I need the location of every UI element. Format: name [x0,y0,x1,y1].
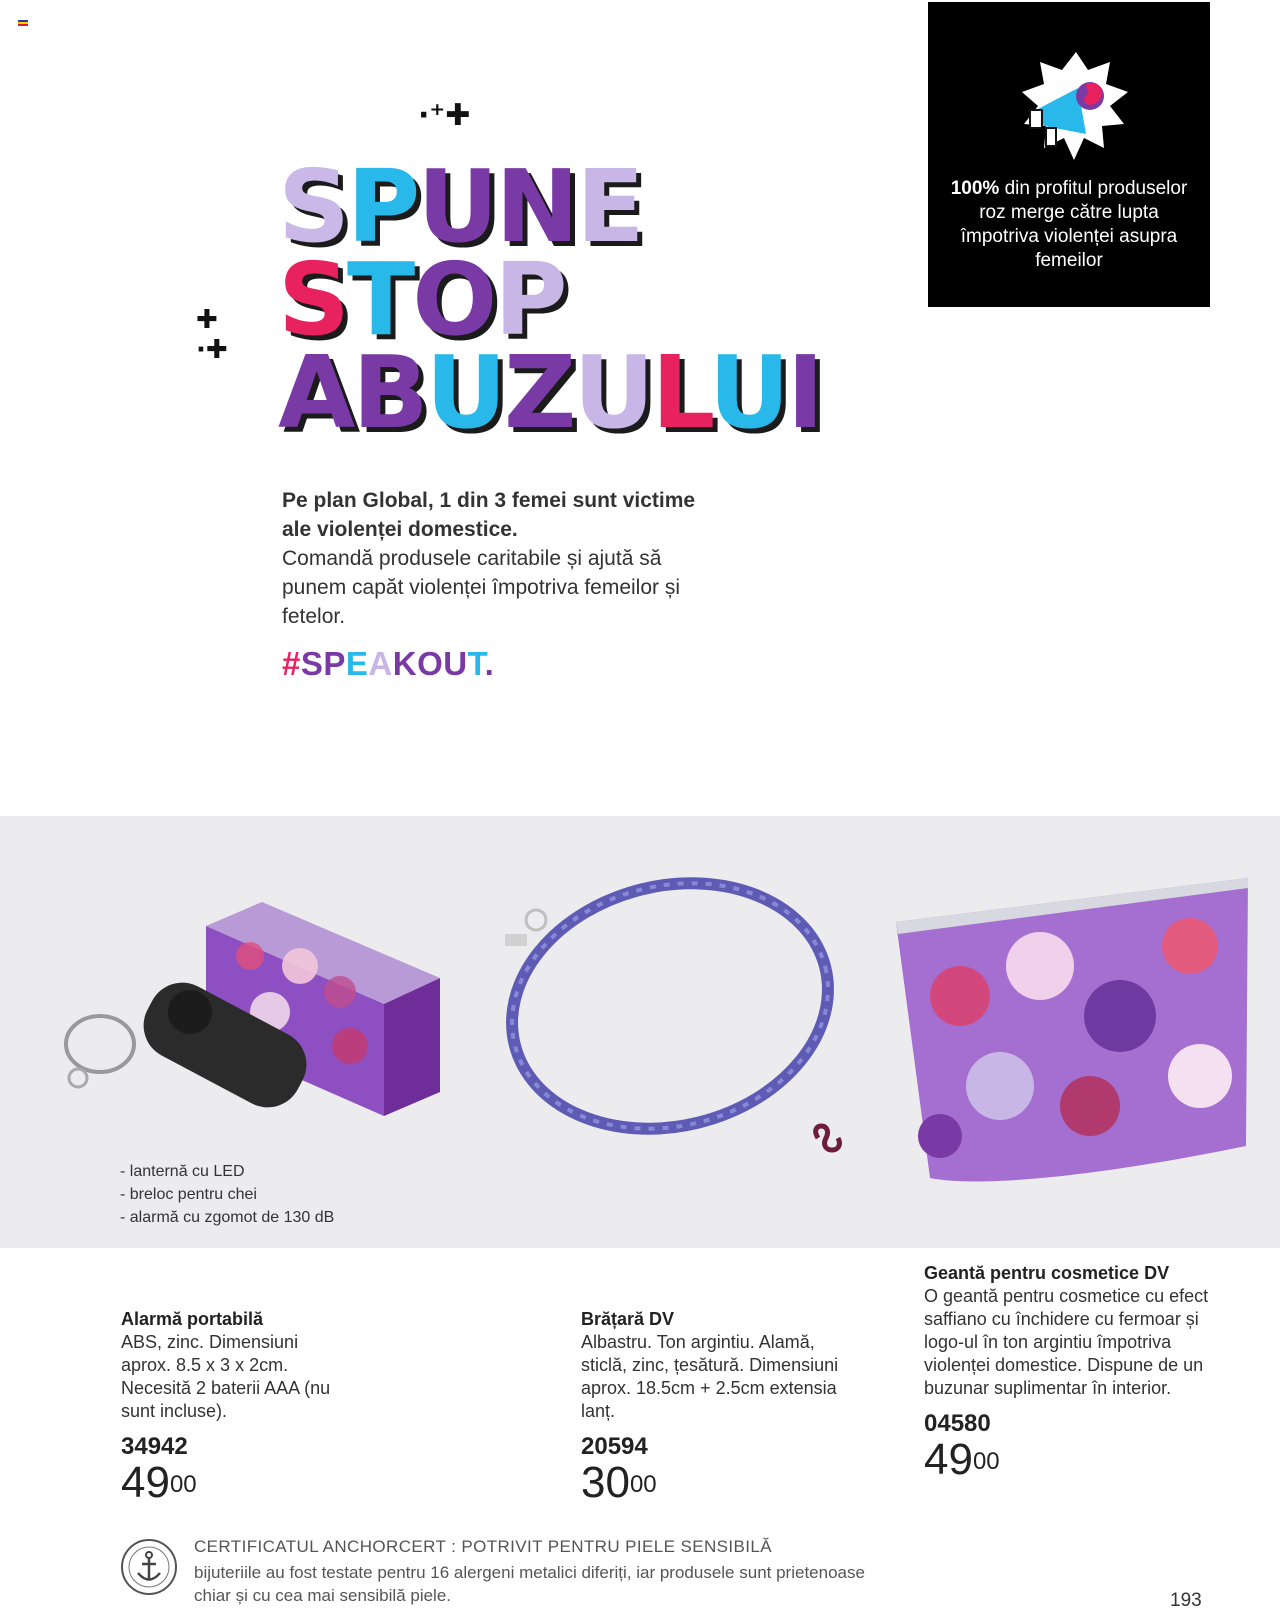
product-price: $30^{00}$ [581,1458,657,1507]
hero-line-2: STOP [278,241,565,358]
charity-text: 100% din profitul produselor roz merge către lupta împotriva violenței asupra femeilor [950,178,1188,271]
bracelet-image [486,851,855,1161]
product-alarm [121,1308,351,1506]
product-code: 04580 [924,1410,991,1437]
intro-body: Comandă produsele caritabile și ajută să punem capăt violenței împotriva femeilor și fetelor. [282,547,681,628]
hero-title [278,148,822,451]
page-number: 193 [1170,1590,1202,1611]
certificate-title: CERTIFICATUL ANCHORCERT : POTRIVIT PENTRU PIELE SENSIBILĂ [194,1537,772,1556]
product-name: Geantă pentru cosmetice DV [924,1263,1170,1283]
sparkle-icon: ✚ ·✚ [196,305,228,365]
hero-line-1: SPUNE [278,148,642,265]
feature-item: - breloc pentru chei [120,1186,257,1203]
feature-item: - alarmă cu zgomot de 130 dB [120,1209,335,1226]
hashtag: #SPEAKOUT. [282,645,495,682]
product-name: Alarmă portabilă [121,1309,264,1329]
anchorcert-anchor-icon [120,1538,178,1596]
hero-line-3: ABUZULUI [278,334,822,451]
feature-item: - lanternă cu LED [120,1163,245,1180]
charity-box [928,2,1210,307]
certificate-text: bijuteriile au fost testate pentru 16 alergeni metalici diferiți, iar produsele sunt prietenoase chiar și cu cea mai sensibilă piele. [194,1563,865,1605]
product-name: Brățară DV [581,1309,675,1329]
product-cosmetic-bag [924,1262,1224,1483]
product-price: $49^{00}$ [121,1458,197,1507]
language-flag-icon [18,20,28,26]
product-code: 20594 [581,1433,648,1460]
megaphone-icon [1016,48,1136,168]
product-description: O geantă pentru cosmetice cu efect saffiano cu închidere cu fermoar și logo-ul în ton argintiu împotriva violenței domestice. Dispune de un buzunar suplimentar în interior. [924,1286,1209,1398]
product-bracelet [581,1308,851,1506]
cosmetic-bag-image [896,878,1248,1181]
product-code: 34942 [121,1433,188,1460]
sparkle-icon: ·⁺✚ [418,98,471,133]
alarm-features-list [120,1160,334,1229]
intro-bold: Pe plan Global, 1 din 3 femei sunt victime ale violenței domestice. [282,489,696,541]
product-description: ABS, zinc. Dimensiuni aprox. 8.5 x 3 x 2cm. Necesită 2 baterii AAA (nu sunt incluse). [121,1332,331,1421]
intro-text [282,486,702,631]
product-description: Albastru. Ton argintiu. Alamă, sticlă, zinc, țesătură. Dimensiuni aprox. 18.5cm + 2.5cm extensia lanț. [581,1332,839,1421]
product-price: $49^{00}$ [924,1435,1000,1484]
